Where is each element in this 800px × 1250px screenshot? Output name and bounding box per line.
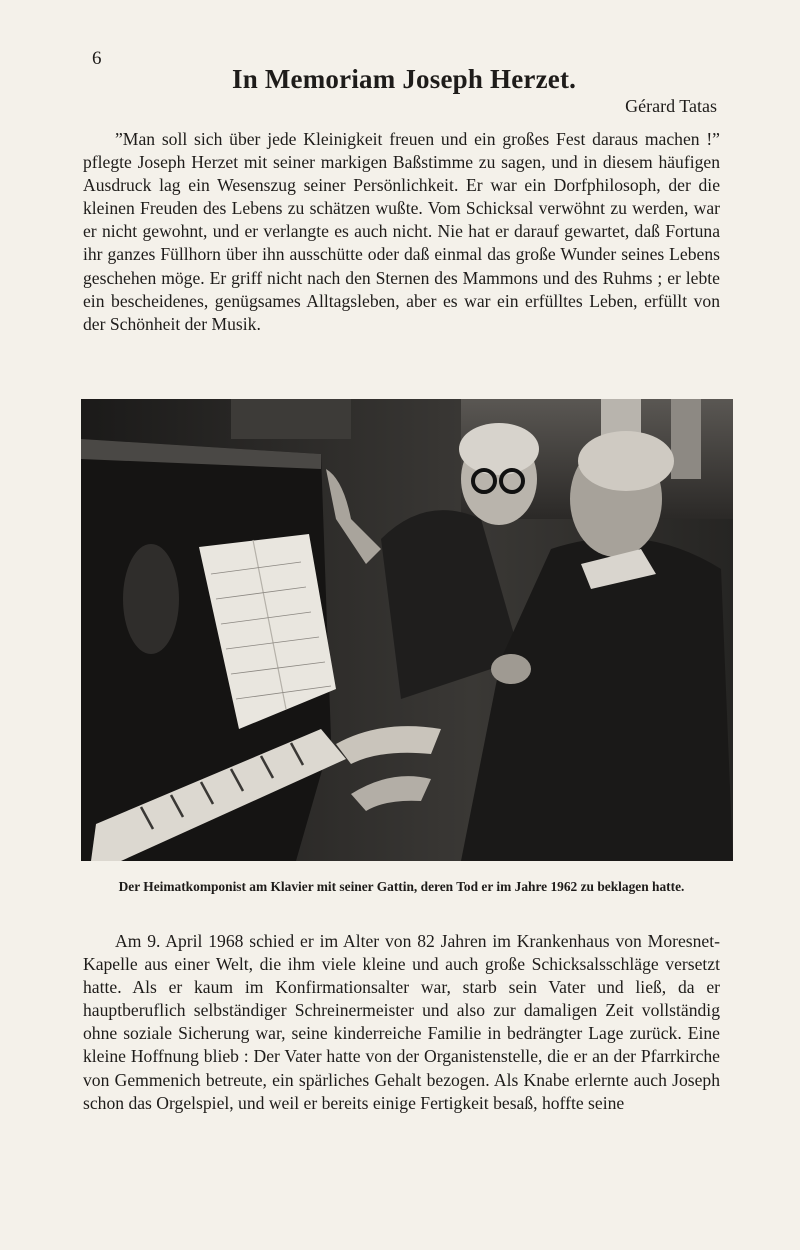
article-paragraph-1: ”Man soll sich über jede Kleinigkeit freuen und ein großes Fest daraus machen !” pflegte Joseph Herzet mit seiner markigen Baßstimme zu sagen, und in diesem häufigen Ausdruck lag ein Wesenszug seiner Persönlichkeit. Er war ein Dorfphilosoph, der die kleinen Freuden des Lebens zu schätzen wußte. Vom Schicksal verwöhnt zu werden, war er nicht gewohnt, und er verlangte es auch nicht. Nie hat er darauf gewartet, daß Fortuna ihr ganzes Füllhorn über ihn ausschütte oder daß einmal das große Wunder seines Lebens geschehen möge. Er griff nicht nach den Sternen des Mammons und des Ruhms ; er lebte ein bescheidenes, genügsames Alltagsleben, aber es war ein erfülltes Leben, erfüllt von der Schönheit der Musik. — [83, 129, 720, 334]
photo-illustration — [81, 399, 733, 861]
photo-caption: Der Heimatkomponist am Klavier mit seiner Gattin, deren Tod er im Jahre 1962 zu beklagen hatte. — [118, 879, 685, 894]
article-paragraph-2: Am 9. April 1968 schied er im Alter von 82 Jahren im Krankenhaus von Moresnet-Kapelle aus einer Welt, die ihm viele kleine und auch große Schicksalsschläge versetzt hatte. Als er kaum im Konfirmationsalter war, starb sein Vater und ließ, da er hauptberuflich selbständiger Schreinermeister und also zur damaligen Zeit vollständig ohne soziale Sicherung war, seine kinderreiche Familie in bedrängter Lage zurück. Eine kleine Hoffnung blieb : Der Vater hatte von der Organistenstelle, die er an der Pfarrkirche von Gemmenich betreute, ein spärliches Gehalt bezogen. Als Knabe erlernte auch Joseph schon das Orgelspiel, und weil er bereits einige Fertigkeit besaß, hoffte seine — [83, 931, 720, 1113]
photo-piano-couple — [81, 399, 733, 861]
article-title: In Memoriam Joseph Herzet. — [232, 64, 577, 94]
page-number: 6 — [92, 48, 102, 69]
article-author: Gérard Tatas — [625, 96, 717, 116]
